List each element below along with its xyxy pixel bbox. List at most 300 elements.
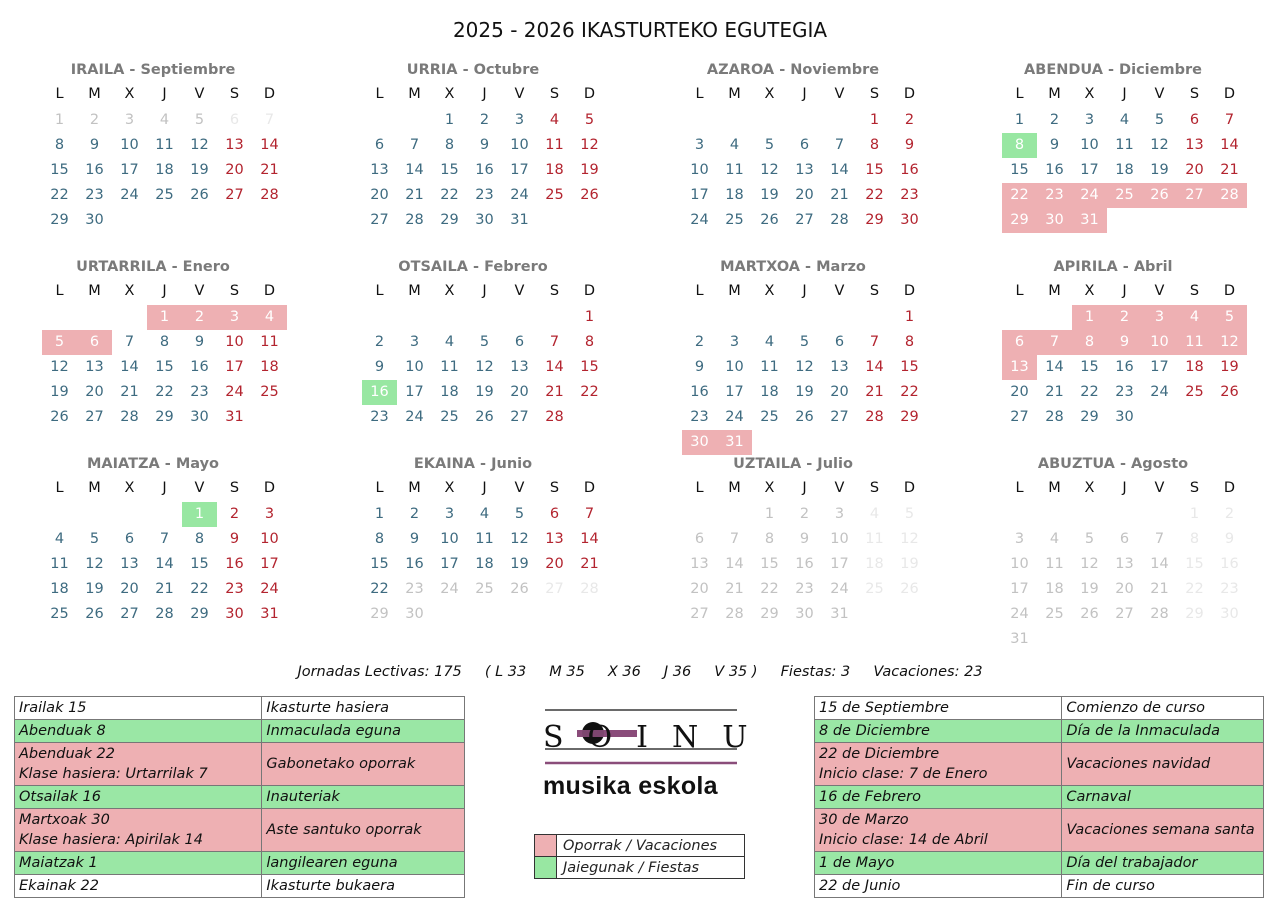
day-cell: 26: [510, 581, 529, 597]
day-cell: 20: [1185, 162, 1204, 178]
day-cell: 28: [405, 212, 424, 228]
event-description: Día del trabajador: [1062, 852, 1264, 875]
weekday-header: L: [55, 86, 64, 102]
day-cell: 15: [190, 556, 209, 572]
day-cell: 12: [1080, 556, 1099, 572]
day-cell: 19: [1150, 162, 1169, 178]
day-cell: 16: [690, 384, 709, 400]
day-cell: 13: [795, 162, 814, 178]
event-row: [815, 697, 1264, 720]
event-date: 8 de Diciembre: [815, 720, 1062, 743]
day-cell: 3: [514, 112, 525, 128]
day-cell: 12: [1150, 137, 1169, 153]
weekday-header: L: [1015, 86, 1024, 102]
day-cell: 5: [584, 112, 595, 128]
day-cell: 1: [444, 112, 455, 128]
day-cell: 21: [1150, 581, 1169, 597]
day-cell: 24: [120, 187, 139, 203]
weekday-header: D: [583, 86, 596, 102]
event-row: [15, 743, 465, 786]
day-cell: 12: [510, 531, 529, 547]
day-cell: 25: [155, 187, 174, 203]
weekday-header: S: [229, 480, 240, 496]
day-cell: 4: [159, 112, 170, 128]
day-cell: 16: [1220, 556, 1239, 572]
day-cell: 28: [155, 606, 174, 622]
day-cell: 2: [479, 112, 490, 128]
day-cell: 1: [1014, 112, 1025, 128]
day-cell: 7: [584, 506, 595, 522]
day-cell: 28: [545, 409, 564, 425]
day-cell: 15: [155, 359, 174, 375]
day-cell: 22: [50, 187, 69, 203]
weekday-header: D: [1223, 480, 1236, 496]
day-cell: 16: [362, 380, 397, 405]
weekday-header: M: [1048, 283, 1061, 299]
weekday-header: L: [375, 480, 384, 496]
day-cell: 8: [584, 334, 595, 350]
event-description: Aste santuko oporrak: [262, 809, 465, 852]
day-cell: 22: [900, 384, 919, 400]
day-cell: 19: [1220, 359, 1239, 375]
color-key: [534, 834, 745, 879]
day-cell: 22: [440, 187, 459, 203]
weekday-header: S: [229, 283, 240, 299]
weekday-header: D: [263, 283, 276, 299]
weekday-header: L: [695, 86, 704, 102]
day-cell: 9: [374, 359, 385, 375]
month-title: OTSAILA - Febrero: [398, 259, 548, 275]
day-cell: 17: [830, 556, 849, 572]
weekday-header: S: [869, 283, 880, 299]
event-description: Inmaculada eguna: [262, 720, 465, 743]
event-row: [815, 852, 1264, 875]
day-cell: 3: [1014, 531, 1025, 547]
event-date: 22 de Junio: [815, 875, 1062, 898]
day-cell: 30: [1037, 208, 1072, 233]
day-cell: 24: [725, 409, 744, 425]
day-cell: 4: [444, 334, 455, 350]
day-cell: 4: [764, 334, 775, 350]
day-cell: 5: [904, 506, 915, 522]
day-cell: 31: [260, 606, 279, 622]
day-cell: 6: [229, 112, 240, 128]
day-cell: 21: [580, 556, 599, 572]
weekday-header: M: [408, 86, 421, 102]
day-cell: 7: [409, 137, 420, 153]
event-date: 15 de Septiembre: [815, 697, 1062, 720]
day-cell: 16: [225, 556, 244, 572]
event-row: [815, 786, 1264, 809]
day-cell: 30: [475, 212, 494, 228]
day-cell: 21: [260, 162, 279, 178]
weekday-header: X: [444, 86, 455, 102]
day-cell: 14: [260, 137, 279, 153]
event-row: [15, 875, 465, 898]
weekday-header: S: [1189, 283, 1200, 299]
day-cell: 3: [124, 112, 135, 128]
day-cell: 5: [1084, 531, 1095, 547]
weekday-header: S: [869, 480, 880, 496]
day-cell: 16: [190, 359, 209, 375]
holiday-swatch: [535, 857, 557, 879]
day-cell: 2: [374, 334, 385, 350]
day-cell: 27: [1115, 606, 1134, 622]
day-cell: 19: [85, 581, 104, 597]
day-cell: 25: [1107, 183, 1142, 208]
weekday-header: M: [88, 480, 101, 496]
day-cell: 1: [1072, 305, 1107, 330]
day-cell: 16: [405, 556, 424, 572]
day-cell: 7: [1224, 112, 1235, 128]
day-cell: 15: [1010, 162, 1029, 178]
day-cell: 1: [182, 502, 217, 527]
day-cell: 15: [370, 556, 389, 572]
day-cell: 13: [120, 556, 139, 572]
day-cell: 26: [85, 606, 104, 622]
day-cell: 21: [405, 187, 424, 203]
weekday-header: X: [124, 480, 135, 496]
event-date: Maiatzak 1: [15, 852, 262, 875]
logo-text: musika eskola: [543, 772, 718, 800]
event-row: [815, 743, 1264, 786]
day-cell: 4: [1119, 112, 1130, 128]
day-cell: 14: [545, 359, 564, 375]
day-cell: 28: [830, 212, 849, 228]
day-cell: 7: [834, 137, 845, 153]
day-cell: 11: [260, 334, 279, 350]
day-cell: 1: [374, 506, 385, 522]
vacation-swatch: [535, 835, 557, 857]
day-cell: 31: [1072, 208, 1107, 233]
day-cell: 16: [1115, 359, 1134, 375]
day-cell: 6: [549, 506, 560, 522]
day-cell: 15: [580, 359, 599, 375]
event-description: Comienzo de curso: [1062, 697, 1264, 720]
day-cell: 10: [225, 334, 244, 350]
day-cell: 20: [225, 162, 244, 178]
day-cell: 12: [85, 556, 104, 572]
day-cell: 8: [444, 137, 455, 153]
day-cell: 28: [1045, 409, 1064, 425]
event-date: Martxoak 30 Klase hasiera: Apirilak 14: [15, 809, 262, 852]
event-date: 22 de Diciembre Inicio clase: 7 de Enero: [815, 743, 1062, 786]
day-cell: 30: [682, 430, 717, 455]
day-cell: 25: [440, 409, 459, 425]
event-description: Día de la Inmaculada: [1062, 720, 1264, 743]
day-cell: 19: [1080, 581, 1099, 597]
event-description: Vacaciones semana santa: [1062, 809, 1264, 852]
day-cell: 18: [50, 581, 69, 597]
event-description: Vacaciones navidad: [1062, 743, 1264, 786]
day-cell: 18: [760, 384, 779, 400]
day-cell: 4: [729, 137, 740, 153]
day-cell: 19: [580, 162, 599, 178]
day-cell: 13: [510, 359, 529, 375]
day-cell: 4: [252, 305, 287, 330]
day-cell: 13: [1115, 556, 1134, 572]
day-cell: 16: [85, 162, 104, 178]
day-cell: 10: [440, 531, 459, 547]
day-cell: 2: [89, 112, 100, 128]
weekday-header: M: [408, 283, 421, 299]
weekday-header: L: [375, 86, 384, 102]
day-cell: 15: [50, 162, 69, 178]
day-cell: 29: [1185, 606, 1204, 622]
weekday-header: M: [728, 283, 741, 299]
day-cell: 18: [545, 162, 564, 178]
event-date: 30 de Marzo Inicio clase: 14 de Abril: [815, 809, 1062, 852]
day-cell: 1: [904, 309, 915, 325]
month-title: IRAILA - Septiembre: [70, 62, 236, 78]
soinu-logo: [543, 708, 772, 800]
day-cell: 27: [370, 212, 389, 228]
day-cell: 25: [545, 187, 564, 203]
weekday-header: J: [1122, 480, 1127, 496]
day-cell: 11: [50, 556, 69, 572]
day-cell: 7: [1037, 330, 1072, 355]
day-cell: 19: [795, 384, 814, 400]
day-cell: 23: [475, 187, 494, 203]
day-cell: 27: [830, 409, 849, 425]
day-cell: 21: [830, 187, 849, 203]
weekday-header: J: [802, 480, 807, 496]
day-cell: 9: [479, 137, 490, 153]
weekday-header: V: [514, 283, 525, 299]
day-cell: 24: [260, 581, 279, 597]
weekday-header: J: [482, 480, 487, 496]
day-cell: 29: [190, 606, 209, 622]
day-cell: 25: [1045, 606, 1064, 622]
day-cell: 28: [865, 409, 884, 425]
weekday-header: S: [229, 86, 240, 102]
day-cell: 12: [760, 162, 779, 178]
day-cell: 8: [869, 137, 880, 153]
weekday-header: D: [583, 283, 596, 299]
day-cell: 28: [1212, 183, 1247, 208]
day-cell: 1: [1189, 506, 1200, 522]
day-cell: 9: [89, 137, 100, 153]
day-cell: 25: [50, 606, 69, 622]
day-cell: 27: [120, 606, 139, 622]
day-cell: 2: [1049, 112, 1060, 128]
day-cell: 13: [690, 556, 709, 572]
day-cell: 23: [900, 187, 919, 203]
day-cell: 4: [549, 112, 560, 128]
weekday-header: V: [1154, 86, 1165, 102]
weekday-header: X: [444, 480, 455, 496]
weekday-header: X: [1084, 283, 1095, 299]
day-cell: 19: [760, 187, 779, 203]
day-cell: 3: [834, 506, 845, 522]
day-cell: 18: [1185, 359, 1204, 375]
day-cell: 17: [1150, 359, 1169, 375]
day-cell: 26: [475, 409, 494, 425]
event-description: Inauteriak: [262, 786, 465, 809]
event-description: Ikasturte hasiera: [262, 697, 465, 720]
month-title: AZAROA - Noviembre: [706, 62, 880, 78]
day-cell: 20: [1115, 581, 1134, 597]
day-cell: 13: [1185, 137, 1204, 153]
vacation-key-label: Oporrak / Vacaciones: [557, 835, 745, 857]
day-cell: 11: [440, 359, 459, 375]
day-cell: 13: [225, 137, 244, 153]
day-cell: 12: [50, 359, 69, 375]
key-vacation: [535, 835, 745, 857]
day-cell: 20: [545, 556, 564, 572]
weekday-header: L: [1015, 283, 1024, 299]
weekday-header: V: [194, 480, 205, 496]
day-cell: 8: [374, 531, 385, 547]
day-cell: 22: [155, 384, 174, 400]
weekday-header: X: [764, 86, 775, 102]
day-cell: 25: [1185, 384, 1204, 400]
day-cell: 6: [1119, 531, 1130, 547]
day-cell: 24: [510, 187, 529, 203]
day-cell: 22: [1002, 183, 1037, 208]
day-cell: 19: [190, 162, 209, 178]
day-cell: 14: [725, 556, 744, 572]
day-cell: 23: [85, 187, 104, 203]
day-cell: 29: [370, 606, 389, 622]
weekday-header: L: [1015, 480, 1024, 496]
weekday-header: V: [514, 86, 525, 102]
day-cell: 21: [725, 581, 744, 597]
day-cell: 13: [1002, 355, 1037, 380]
event-row: [15, 809, 465, 852]
day-cell: 8: [159, 334, 170, 350]
event-description: langilearen eguna: [262, 852, 465, 875]
day-cell: 15: [1185, 556, 1204, 572]
day-cell: 6: [374, 137, 385, 153]
day-cell: 31: [717, 430, 752, 455]
day-cell: 6: [834, 334, 845, 350]
day-cell: 18: [155, 162, 174, 178]
day-cell: 20: [370, 187, 389, 203]
day-cell: 2: [1107, 305, 1142, 330]
day-cell: 8: [1189, 531, 1200, 547]
weekday-header: X: [1084, 480, 1095, 496]
weekday-header: D: [903, 86, 916, 102]
day-cell: 29: [155, 409, 174, 425]
day-cell: 1: [869, 112, 880, 128]
event-row: [815, 809, 1264, 852]
day-cell: 12: [900, 531, 919, 547]
holiday-key-label: Jaiegunak / Fiestas: [557, 857, 745, 879]
event-description: Fin de curso: [1062, 875, 1264, 898]
day-cell: 5: [194, 112, 205, 128]
event-row: [815, 720, 1264, 743]
weekday-header: V: [834, 480, 845, 496]
day-cell: 15: [440, 162, 459, 178]
day-cell: 3: [264, 506, 275, 522]
day-cell: 10: [260, 531, 279, 547]
weekday-header: L: [375, 283, 384, 299]
day-cell: 22: [1080, 384, 1099, 400]
day-cell: 13: [830, 359, 849, 375]
day-cell: 8: [904, 334, 915, 350]
day-cell: 29: [1080, 409, 1099, 425]
day-cell: 15: [760, 556, 779, 572]
day-cell: 11: [155, 137, 174, 153]
weekday-header: J: [802, 86, 807, 102]
day-cell: 14: [1220, 137, 1239, 153]
day-cell: 30: [225, 606, 244, 622]
day-cell: 11: [1177, 330, 1212, 355]
school-days-summary: Jornadas Lectivas: 175 ( L 33 M 35 X 36 J 36 V 35 ) Fiestas: 3 Vacaciones: 23: [297, 664, 983, 680]
page-title: 2025 - 2026 IKASTURTEKO EGUTEGIA: [452, 18, 828, 42]
day-cell: 17: [440, 556, 459, 572]
weekday-header: D: [1223, 283, 1236, 299]
day-cell: 14: [1045, 359, 1064, 375]
day-cell: 18: [260, 359, 279, 375]
weekday-header: V: [1154, 480, 1165, 496]
weekday-header: V: [834, 283, 845, 299]
day-cell: 3: [217, 305, 252, 330]
day-cell: 28: [580, 581, 599, 597]
weekday-header: J: [802, 283, 807, 299]
weekday-header: L: [55, 283, 64, 299]
day-cell: 10: [725, 359, 744, 375]
day-cell: 8: [1072, 330, 1107, 355]
weekday-header: S: [1189, 86, 1200, 102]
event-row: [15, 720, 465, 743]
day-cell: 31: [830, 606, 849, 622]
month-title: MARTXOA - Marzo: [720, 259, 866, 275]
day-cell: 14: [405, 162, 424, 178]
logo-letters: SOINU: [543, 720, 772, 755]
day-cell: 26: [900, 581, 919, 597]
day-cell: 30: [795, 606, 814, 622]
day-cell: 14: [580, 531, 599, 547]
day-cell: 10: [405, 359, 424, 375]
day-cell: 30: [1220, 606, 1239, 622]
day-cell: 9: [409, 531, 420, 547]
weekday-header: X: [124, 283, 135, 299]
day-cell: 13: [85, 359, 104, 375]
day-cell: 11: [545, 137, 564, 153]
day-cell: 8: [1002, 133, 1037, 158]
day-cell: 24: [1010, 606, 1029, 622]
day-cell: 17: [690, 187, 709, 203]
day-cell: 20: [830, 384, 849, 400]
day-cell: 2: [409, 506, 420, 522]
day-cell: 30: [190, 409, 209, 425]
weekday-header: M: [88, 86, 101, 102]
day-cell: 24: [225, 384, 244, 400]
day-cell: 23: [795, 581, 814, 597]
day-cell: 10: [510, 137, 529, 153]
day-cell: 24: [1072, 183, 1107, 208]
weekday-header: J: [162, 86, 167, 102]
weekday-header: D: [1223, 86, 1236, 102]
day-cell: 11: [725, 162, 744, 178]
day-cell: 21: [120, 384, 139, 400]
weekday-header: M: [728, 86, 741, 102]
day-cell: 10: [690, 162, 709, 178]
weekday-header: J: [482, 283, 487, 299]
day-cell: 3: [694, 137, 705, 153]
day-cell: 29: [1002, 208, 1037, 233]
day-cell: 26: [190, 187, 209, 203]
event-description: Ikasturte bukaera: [262, 875, 465, 898]
day-cell: 20: [120, 581, 139, 597]
key-holiday: [535, 857, 745, 879]
day-cell: 4: [869, 506, 880, 522]
day-cell: 18: [1115, 162, 1134, 178]
weekday-header: S: [549, 283, 560, 299]
day-cell: 19: [510, 556, 529, 572]
